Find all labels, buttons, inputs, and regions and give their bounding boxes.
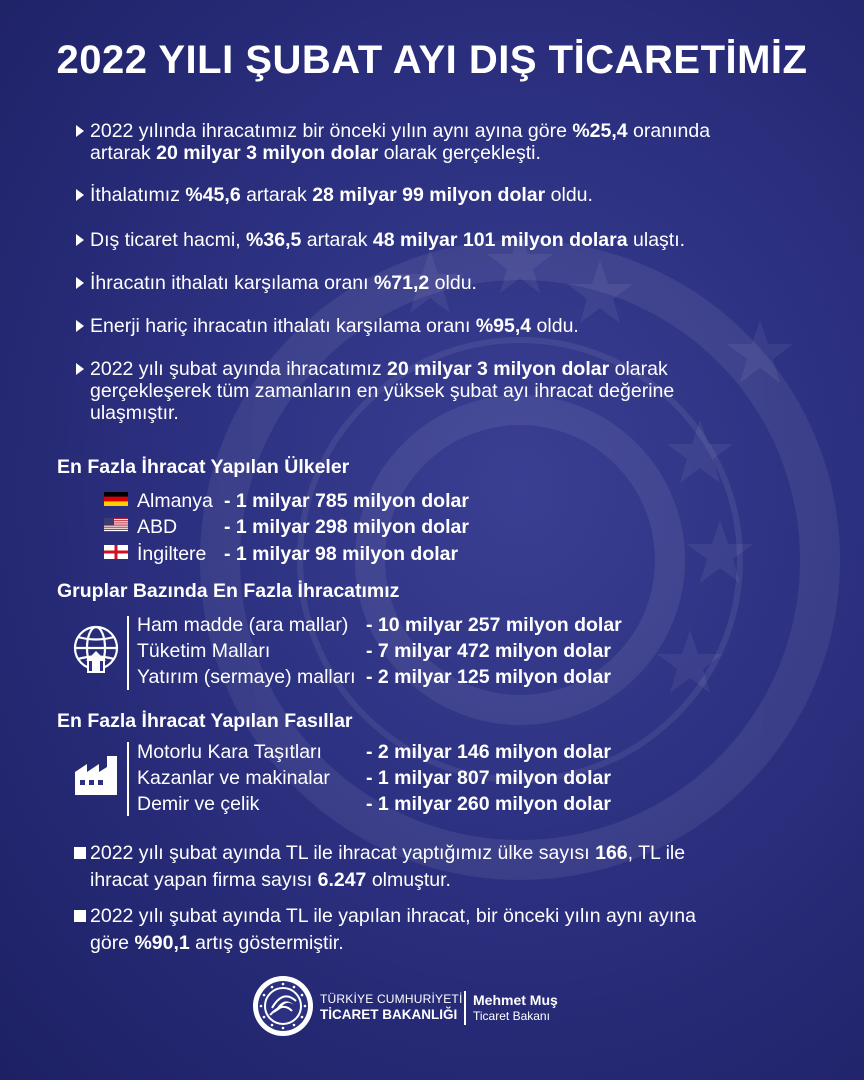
group-name: Yatırım (sermaye) malları xyxy=(137,666,356,688)
country-name: Almanya xyxy=(137,490,213,512)
square-bullet-icon xyxy=(74,910,86,922)
triangle-bullet-icon xyxy=(76,125,84,137)
bullet-text: 2022 yılı şubat ayında TL ile ihracat yaptığımız ülke sayısı 166, TL ile ihracat yapan firma sayısı 6.247 olmuştur. xyxy=(90,842,686,891)
country-name: ABD xyxy=(137,516,178,538)
chapters-divider xyxy=(127,742,129,816)
bullet-text: Enerji hariç ihracatın ithalatı karşılama oranı %95,4 oldu. xyxy=(90,315,579,337)
tl-export-growth-bullet xyxy=(74,903,720,957)
ministry-logo xyxy=(252,975,314,1037)
group-name: Tüketim Malları xyxy=(137,640,271,662)
groups-divider xyxy=(127,616,129,690)
triangle-bullet-icon xyxy=(76,277,84,289)
org-name-line2: TİCARET BAKANLIĞI xyxy=(320,1007,458,1022)
minister-name: Mehmet Muş xyxy=(473,992,558,1008)
org-name-line1: TÜRKİYE CUMHURİYETİ xyxy=(320,992,463,1006)
factory-icon xyxy=(74,754,120,796)
footer-divider xyxy=(464,991,466,1025)
triangle-bullet-icon xyxy=(76,363,84,375)
tl-export-countries-bullet xyxy=(74,840,720,894)
minister-role: Ticaret Bakanı xyxy=(473,1009,550,1023)
bullet-text: Dış ticaret hacmi, %36,5 artarak 48 milyar 101 milyon dolara ulaştı. xyxy=(90,229,686,251)
group-value: - 2 milyar 125 milyon dolar xyxy=(366,666,611,688)
chapter-value: - 1 milyar 807 milyon dolar xyxy=(366,767,611,789)
summary-bullet-trade-volume xyxy=(76,229,770,251)
usa-flag-icon xyxy=(104,518,128,532)
chapter-name: Demir ve çelik xyxy=(137,793,260,815)
bullet-text: İthalatımız %45,6 artarak 28 milyar 99 milyon dolar oldu. xyxy=(90,184,593,206)
summary-bullet-import xyxy=(76,184,770,206)
square-bullet-icon xyxy=(74,847,86,859)
germany-flag-icon xyxy=(104,492,128,506)
chapter-name: Motorlu Kara Taşıtları xyxy=(137,741,322,763)
bullet-text: 2022 yılı şubat ayında ihracatımız 20 milyar 3 milyon dolar olarak gerçekleşerek tüm zamanların en yüksek şubat ayı ihracat değerine ulaşmıştır. xyxy=(90,358,675,424)
country-value: - 1 milyar 98 milyon dolar xyxy=(224,543,459,565)
globe-export-icon xyxy=(70,624,122,676)
england-flag-icon xyxy=(104,545,128,559)
country-value: - 1 milyar 298 milyon dolar xyxy=(224,516,469,538)
country-value: - 1 milyar 785 milyon dolar xyxy=(224,490,469,512)
summary-bullet-energy-excluded-ratio xyxy=(76,315,770,337)
bullet-text: İhracatın ithalatı karşılama oranı %71,2 oldu. xyxy=(90,272,477,294)
summary-bullet-coverage-ratio xyxy=(76,272,770,294)
group-name: Ham madde (ara mallar) xyxy=(137,614,349,636)
triangle-bullet-icon xyxy=(76,189,84,201)
group-value: - 10 milyar 257 milyon dolar xyxy=(366,614,622,636)
triangle-bullet-icon xyxy=(76,234,84,246)
countries-heading: En Fazla İhracat Yapılan Ülkeler xyxy=(57,456,350,478)
bullet-text: 2022 yılı şubat ayında TL ile yapılan ihracat, bir önceki yılın aynı ayına göre %90,1 artış göstermiştir. xyxy=(90,905,696,954)
chapter-value: - 2 milyar 146 milyon dolar xyxy=(366,741,611,763)
groups-heading: Gruplar Bazında En Fazla İhracatımız xyxy=(57,580,400,602)
summary-bullet-export xyxy=(76,120,770,164)
page-title: 2022 YILI ŞUBAT AYI DIŞ TİCARETİMİZ xyxy=(56,38,808,82)
bullet-text: 2022 yılında ihracatımız bir önceki yılın aynı ayına göre %25,4 oranında artarak 20 milyar 3 milyon dolar olarak gerçekleşti. xyxy=(90,120,711,164)
chapters-heading: En Fazla İhracat Yapılan Fasıllar xyxy=(57,710,353,732)
footer xyxy=(0,975,864,1045)
chapter-name: Kazanlar ve makinalar xyxy=(137,767,330,789)
group-value: - 7 milyar 472 milyon dolar xyxy=(366,640,611,662)
chapter-value: - 1 milyar 260 milyon dolar xyxy=(366,793,611,815)
triangle-bullet-icon xyxy=(76,320,84,332)
country-name: İngiltere xyxy=(137,543,207,565)
summary-bullet-record xyxy=(76,358,730,424)
